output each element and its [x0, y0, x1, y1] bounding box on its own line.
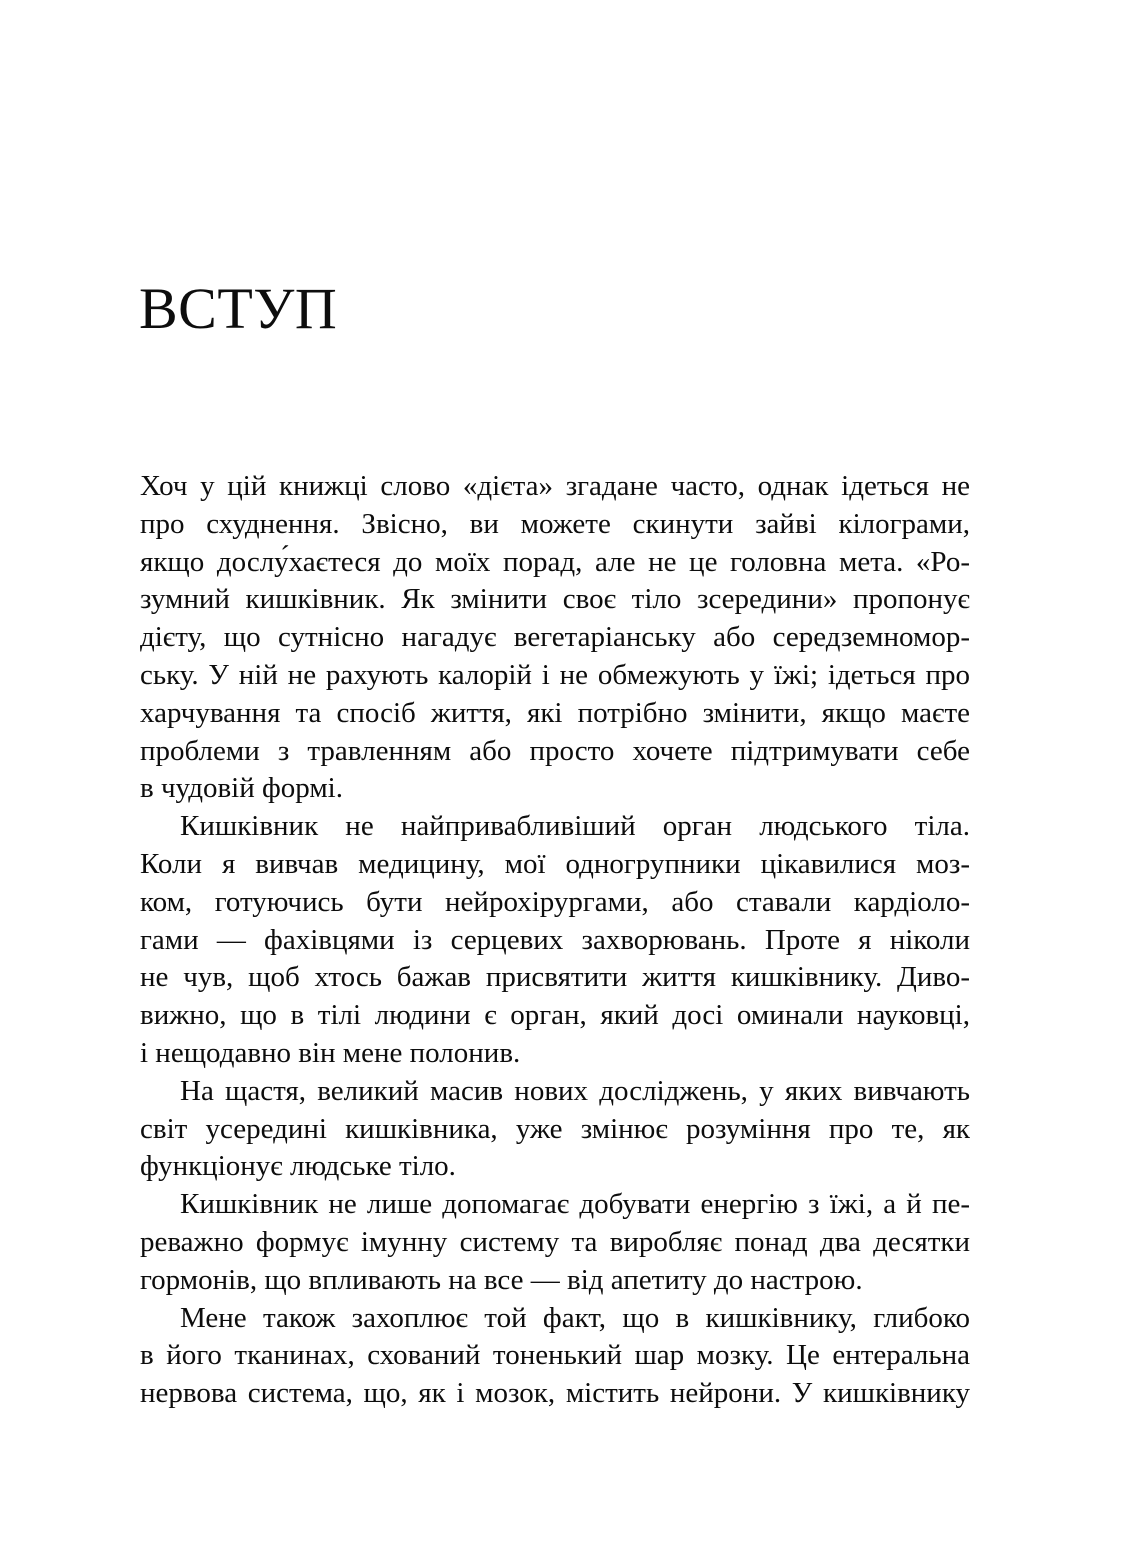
text-line: і нещодавно він мене полонив.	[140, 1036, 521, 1069]
text-line: Мене також захоплює той факт, що в кишківнику, глибоко	[180, 1301, 970, 1334]
paragraph	[140, 808, 970, 1073]
text-line: харчування та спосіб життя, які потрібно змінити, якщо маєте	[140, 696, 970, 729]
paragraph	[140, 468, 970, 808]
text-line: реважно формує імунну систему та виробляє понад два десятки	[140, 1225, 970, 1258]
text-line: зумний кишківник. Як змінити своє тіло зсередини» пропонує	[140, 583, 970, 616]
paragraph	[140, 1300, 970, 1413]
text-line: вижно, що в тілі людини є орган, який досі оминали науковці,	[140, 999, 970, 1032]
text-line: Коли я вивчав медицину, мої одногрупники цікавилися моз-	[140, 847, 970, 880]
text-line: Кишківник не лише допомагає добувати енергію з їжі, а й пе-	[180, 1188, 970, 1221]
text-line: функціонує людське тіло.	[140, 1150, 456, 1183]
text-line: якщо дослу́хаєтеся до моїх порад, але не це головна мета. «Ро-	[140, 545, 970, 578]
text-line: про схуднення. Звісно, ви можете скинути зайві кілограми,	[140, 507, 970, 540]
text-line: в його тканинах, схований тоненький шар мозку. Це ентеральна	[140, 1339, 970, 1372]
text-line: не чув, щоб хтось бажав присвятити життя кишківнику. Диво-	[140, 961, 970, 994]
text-line: світ усередині кишківника, уже змінює розуміння про те, як	[140, 1112, 970, 1145]
paragraph	[140, 1186, 970, 1299]
text-line: гами — фахівцями із серцевих захворювань. Проте я ніколи	[140, 923, 970, 956]
text-line: проблеми з травленням або просто хочете підтримувати себе	[140, 734, 970, 767]
text-line: в чудовій формі.	[140, 772, 343, 805]
body-text	[140, 468, 970, 1413]
text-line: гормонів, що впливають на все — від апетиту до настрою.	[140, 1263, 863, 1296]
text-line: Кишківник не найпривабливіший орган людського тіла.	[180, 810, 970, 843]
text-line: ком, готуючись бути нейрохірургами, або ставали кардіоло-	[140, 885, 970, 918]
text-line: дієту, що сутнісно нагадує вегетаріанську або середземномор-	[140, 621, 970, 654]
text-line: На щастя, великий масив нових досліджень, у яких вивчають	[180, 1074, 970, 1107]
text-line: Хоч у цій книжці слово «дієта» згадане часто, однак ідеться не	[140, 470, 970, 502]
paragraph	[140, 1073, 970, 1186]
chapter-heading: ВСТУП	[139, 276, 338, 341]
text-line: ську. У ній не рахують калорій і не обмежують у їжі; ідеться про	[140, 658, 970, 691]
text-line: нервова система, що, як і мозок, містить нейрони. У кишківнику	[140, 1377, 970, 1410]
